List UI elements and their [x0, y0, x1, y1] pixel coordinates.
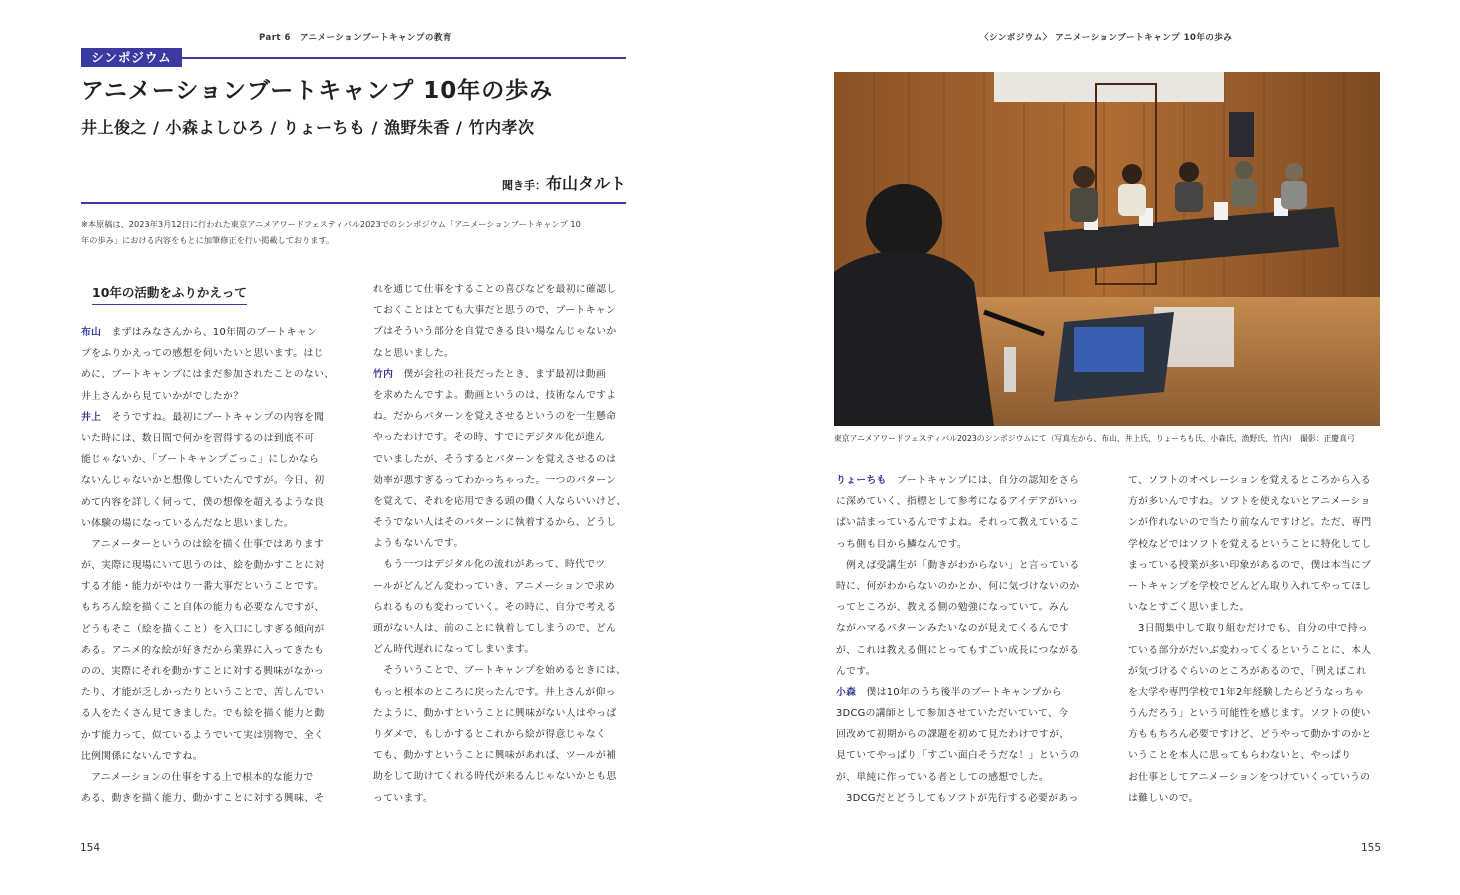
section-heading: 10年の活動をふりかえって: [92, 283, 247, 305]
line-text: っています。: [373, 792, 434, 804]
text-line: [1128, 745, 1388, 766]
speaker-name: 布山: [81, 327, 102, 338]
symposium-photo: [834, 72, 1380, 426]
line-text: どうもそこ（絵を描くこと）を入口にしすぎる傾向が: [81, 623, 325, 635]
running-head-left: Part 6 アニメーションブートキャンプの教育: [259, 33, 452, 43]
text-line: [81, 619, 341, 640]
text-line: [373, 406, 633, 427]
text-line: [1128, 491, 1388, 512]
text-line: [373, 449, 633, 470]
line-text: どん時代遅れになってしまいます。: [373, 644, 535, 656]
running-head-right: 〈シンポジウム〉 アニメーションブートキャンプ 10年の歩み: [980, 33, 1233, 43]
line-text: ないんじゃないかと想像していたんですが。今日、初: [81, 475, 325, 487]
line-text: い体験の場になっているんだなと思いました。: [81, 517, 295, 529]
text-line: [81, 767, 341, 788]
text-line: [836, 640, 1096, 661]
line-text: そうでない人はそのパターンに執着するから、どうし: [373, 517, 617, 529]
text-line: [373, 321, 633, 342]
line-text: ある。アニメ的な絵が好きだから業界に入ってきたも: [81, 644, 325, 656]
line-text: 井上さんから見ていかがでしたか？: [81, 390, 244, 402]
text-line: [836, 555, 1096, 576]
text-line: [836, 682, 1096, 703]
text-line: [81, 640, 341, 661]
line-text: んです。: [836, 665, 876, 677]
text-line: [836, 512, 1096, 533]
text-line: [373, 533, 633, 554]
line-text: もっと根本のところに戻ったんです。井上さんが仰っ: [373, 686, 616, 698]
line-text: プをふりかえっての感想を伺いたいと思います。はじ: [81, 348, 324, 360]
body-column-2: [373, 279, 633, 809]
line-text: いうことを本人に思ってもらわないと、やっぱり: [1128, 750, 1352, 762]
line-text: 比例関係にないんですね。: [81, 750, 203, 762]
text-line: [836, 491, 1096, 512]
text-line: [1128, 555, 1388, 576]
text-line: [373, 724, 633, 745]
text-line: [373, 660, 633, 681]
line-text: 能じゃないか、「ブートキャンプごっこ」にしかなら: [81, 454, 320, 466]
text-line: [81, 428, 341, 449]
line-text: られるものも変わっていく。その時に、自分で考える: [373, 601, 617, 613]
line-text: そうですね。最初にブートキャンプの内容を聞: [111, 411, 325, 423]
text-line: [836, 724, 1096, 745]
editorial-note-line: ※本原稿は、2023年3月12日に行われた東京アニメアワードフェスティバル2023でのシンポジウム「アニメーションブートキャンプ 10: [81, 219, 581, 229]
text-line: [81, 322, 341, 343]
line-text: やったわけです。その時、すでにデジタル化が進ん: [373, 432, 606, 444]
line-text: めに、ブートキャンプにはまだ参加されたことのない、: [81, 369, 335, 381]
interviewer-credit: [502, 171, 626, 194]
text-line: [81, 364, 341, 385]
line-text: アニメーターというのは絵を描く仕事ではあります: [81, 538, 325, 550]
line-text: て、ソフトのオペレーションを覚えるところから入る: [1128, 475, 1371, 486]
text-line: [836, 534, 1096, 555]
text-line: [81, 513, 341, 534]
text-line: [1128, 682, 1388, 703]
line-text: を覚えて、それを応用できる頭の働く人ならいいけど、: [373, 495, 627, 507]
body-column-4: [1128, 470, 1388, 809]
line-text: まっている授業が多い印象があるので、僕は本当にブ: [1128, 559, 1372, 571]
line-text: っち側も目から鱗なんです。: [836, 538, 968, 550]
text-line: [836, 661, 1096, 682]
text-line: [81, 725, 341, 746]
text-line: [81, 343, 341, 364]
line-text: が、これは教える側にとってもすごい成長につながる: [836, 644, 1080, 656]
text-line: [1128, 597, 1388, 618]
text-line: [373, 512, 633, 533]
line-text: ブートキャンプには、自分の認知をさら: [896, 475, 1080, 486]
line-text: りダメで、もしかするとこれから絵が得意じゃなく: [373, 728, 607, 740]
line-text: ね。だからパターンを覚えさせるというのを一生懸命: [373, 411, 617, 423]
line-text: アニメーションの仕事をする上で根本的な能力で: [81, 771, 314, 783]
line-text: うんだろう」という可能性を感じます。ソフトの使い: [1128, 708, 1371, 720]
text-line: [373, 279, 633, 300]
text-line: [373, 576, 633, 597]
line-text: が、実際に現場にいて思うのは、絵を動かすことに対: [81, 560, 325, 572]
line-text: まずはみなさんから、10年間のブートキャン: [111, 327, 318, 338]
line-text: 時に、何がわからないのかとか、何に気づけないのか: [836, 580, 1080, 592]
text-line: [81, 682, 341, 703]
line-text: 僕が会社の社長だったとき、まず最初は動画: [403, 368, 606, 380]
symposium-tag: シンポジウム: [81, 48, 182, 67]
line-text: プはそういう部分を自覚できる良い場なんじゃないか: [373, 326, 617, 338]
line-text: もちろん絵を描くこと自体の能力も必要なんですが、: [81, 602, 325, 614]
text-line: [1128, 724, 1388, 745]
line-text: が気づけるぐらいのところがあるので、「例えばこれ: [1128, 665, 1367, 677]
line-text: が、単純に作っている者としての感想でした。: [836, 771, 1050, 783]
text-line: [373, 385, 633, 406]
text-line: [1128, 703, 1388, 724]
line-text: 3DCGだとどうしてもソフトが先行する必要があっ: [836, 792, 1079, 804]
line-text: ある、動きを描く能力、動かすことに対する興味、そ: [81, 793, 325, 805]
line-text: れを通じて仕事をすることの喜びなどを最初に確認し: [373, 284, 617, 295]
page-number: 155: [1361, 842, 1382, 854]
line-text: ールがどんどん変わっていき、アニメーションで求め: [373, 580, 615, 592]
text-line: [373, 618, 633, 639]
line-text: ってところが、教える側の勉強になっていて。みん: [836, 602, 1070, 614]
text-line: [373, 491, 633, 512]
speaker-list: 井上俊之 / 小森よしひろ / りょーちも / 漁野朱香 / 竹内孝次: [81, 118, 535, 137]
line-text: めて内容を詳しく伺って、僕の想像を超えるような良: [81, 496, 325, 508]
text-line: [1128, 512, 1388, 533]
text-line: [81, 788, 341, 809]
text-line: [81, 386, 341, 407]
editorial-note-line: 年の歩み」における内容をもとに加筆修正を行い掲載しております。: [81, 235, 335, 245]
line-text: のの、実際にそれを動かすことに対する興味がなかっ: [81, 666, 325, 677]
line-text: 僕は10年のうち後半のブートキャンプから: [866, 686, 1062, 698]
line-text: ておくことはとても大事だと思うので、ブートキャン: [373, 305, 617, 317]
text-line: [836, 703, 1096, 724]
text-line: [1128, 534, 1388, 555]
line-text: いなとすごく思いました。: [1128, 602, 1250, 614]
line-text: お仕事としてアニメーションをつけていくっていうの: [1128, 771, 1371, 783]
speaker-name: 竹内: [373, 368, 394, 380]
line-text: 3DCGの講師として参加させていただいていて、今: [836, 708, 1069, 720]
text-line: [373, 554, 633, 575]
text-line: [1128, 618, 1388, 639]
text-line: [81, 576, 341, 597]
text-line: [373, 745, 633, 766]
line-text: かす能力って、似ているようでいて実は別物で、全く: [81, 729, 325, 741]
text-line: [373, 427, 633, 448]
text-line: [373, 788, 633, 809]
line-text: ても、動かすということに興味があれば、ツールが補: [373, 750, 617, 762]
line-text: なと思いました。: [373, 347, 455, 359]
text-line: [81, 555, 341, 576]
text-line: [373, 364, 633, 385]
text-line: [836, 576, 1096, 597]
text-line: [373, 470, 633, 491]
line-text: 方が多いんですね。ソフトを使えないとアニメーショ: [1128, 496, 1371, 508]
text-line: [373, 766, 633, 787]
text-line: [373, 597, 633, 618]
text-line: [81, 407, 341, 428]
text-line: [836, 470, 1096, 491]
text-line: [81, 470, 341, 491]
text-line: [81, 703, 341, 724]
line-text: ようもないんです。: [373, 538, 464, 550]
speaker-name: 井上: [81, 411, 102, 423]
line-text: を求めたんですよ。動画というのは、技術なんですよ: [373, 389, 617, 401]
text-line: [1128, 661, 1388, 682]
title-bottom-rule: [81, 202, 626, 204]
text-line: [1128, 640, 1388, 661]
text-line: [1128, 470, 1388, 491]
photo-caption: 東京アニメアワードフェスティバル2023のシンポジウムにて（写真左から、布山、井上氏、りょーちも氏、小森氏、漁野氏、竹内） 撮影：正慶真弓: [834, 434, 1355, 443]
line-text: ートキャンプを学校でどんどん取り入れてやってほし: [1128, 580, 1372, 592]
body-column-1: [81, 322, 341, 809]
line-text: を大学や専門学校で1年2年経験したらどうなっちゃ: [1128, 686, 1365, 698]
line-text: する才能・能力がやはり一番大事だということです。: [81, 581, 324, 593]
text-line: [1128, 767, 1388, 788]
interviewer-label: 聞き手：: [501, 179, 546, 192]
speaker-name: りょーちも: [836, 475, 887, 486]
body-column-3: [836, 470, 1096, 809]
text-line: [81, 597, 341, 618]
text-line: [373, 682, 633, 703]
text-line: [836, 618, 1096, 639]
line-text: る人をたくさん見てきました。でも絵を描く能力と動: [81, 708, 325, 720]
text-line: [836, 788, 1096, 809]
text-line: [373, 639, 633, 660]
line-text: たり、才能が乏しかったりということで、苦しんでい: [81, 687, 325, 699]
text-line: [81, 661, 341, 682]
text-line: [836, 597, 1096, 618]
line-text: そういうことで、ブートキャンプを始めるときには、: [373, 665, 627, 677]
line-text: 学校などではソフトを覚えるということに特化してし: [1128, 538, 1372, 550]
line-text: 効率が悪すぎるってわかっちゃった。一つのパターン: [373, 474, 617, 486]
text-line: [836, 767, 1096, 788]
text-line: [81, 746, 341, 767]
line-text: 回改めて初期からの課題を初めて見たわけですが、: [836, 729, 1070, 741]
text-line: [81, 449, 341, 470]
speaker-name: 小森: [836, 686, 857, 698]
line-text: いた時には、数日間で何かを習得するのは到底不可: [81, 432, 315, 444]
text-line: [81, 492, 341, 513]
line-text: でいましたが、そうするとパターンを覚えさせるのは: [373, 453, 617, 465]
line-text: 例えば受講生が「動きがわからない」と言っている: [836, 559, 1080, 571]
text-line: [1128, 576, 1388, 597]
line-text: 頭がない人は、前のことに執着してしまうので、どん: [373, 623, 617, 634]
line-text: に深めていく、指標として参考になるアイデアがいっ: [836, 496, 1079, 508]
line-text: 見ていてやっぱり「すごい面白そうだな！」というの: [836, 750, 1080, 762]
text-line: [373, 300, 633, 321]
editorial-note: [81, 216, 631, 248]
line-text: 3日間集中して取り組むだけでも、自分の中で持っ: [1128, 623, 1368, 635]
line-text: 方ももちろん必要ですけど、どうやって動かすのかと: [1128, 729, 1372, 741]
line-text: ながハマるパターンみたいなのが見えてくるんです: [836, 623, 1070, 635]
line-text: たように、動かすということに興味がない人はやっぱ: [373, 707, 617, 719]
page-number: 154: [80, 842, 101, 854]
line-text: ている部分がだいぶ変わってくるということに、本人: [1128, 644, 1372, 656]
line-text: ぱい詰まっているんですよね。それって教えているこ: [836, 517, 1080, 529]
text-line: [373, 703, 633, 724]
line-text: は難しいので。: [1128, 792, 1199, 804]
article-title: アニメーションブートキャンプ 10年の歩み: [81, 78, 554, 104]
line-text: もう一つはデジタル化の流れがあって、時代でツ: [373, 559, 606, 571]
line-text: ンが作れないので当たり前なんですけど。ただ、専門: [1128, 517, 1372, 529]
text-line: [373, 343, 633, 364]
text-line: [81, 534, 341, 555]
text-line: [1128, 788, 1388, 809]
right-page: [730, 0, 1460, 895]
text-line: [836, 745, 1096, 766]
interviewer-name: 布山タルト: [545, 174, 626, 193]
line-text: 助をして助けてくれる時代が来るんじゃないかとも思: [373, 771, 617, 783]
symposium-photo-illustration: [834, 72, 1380, 426]
